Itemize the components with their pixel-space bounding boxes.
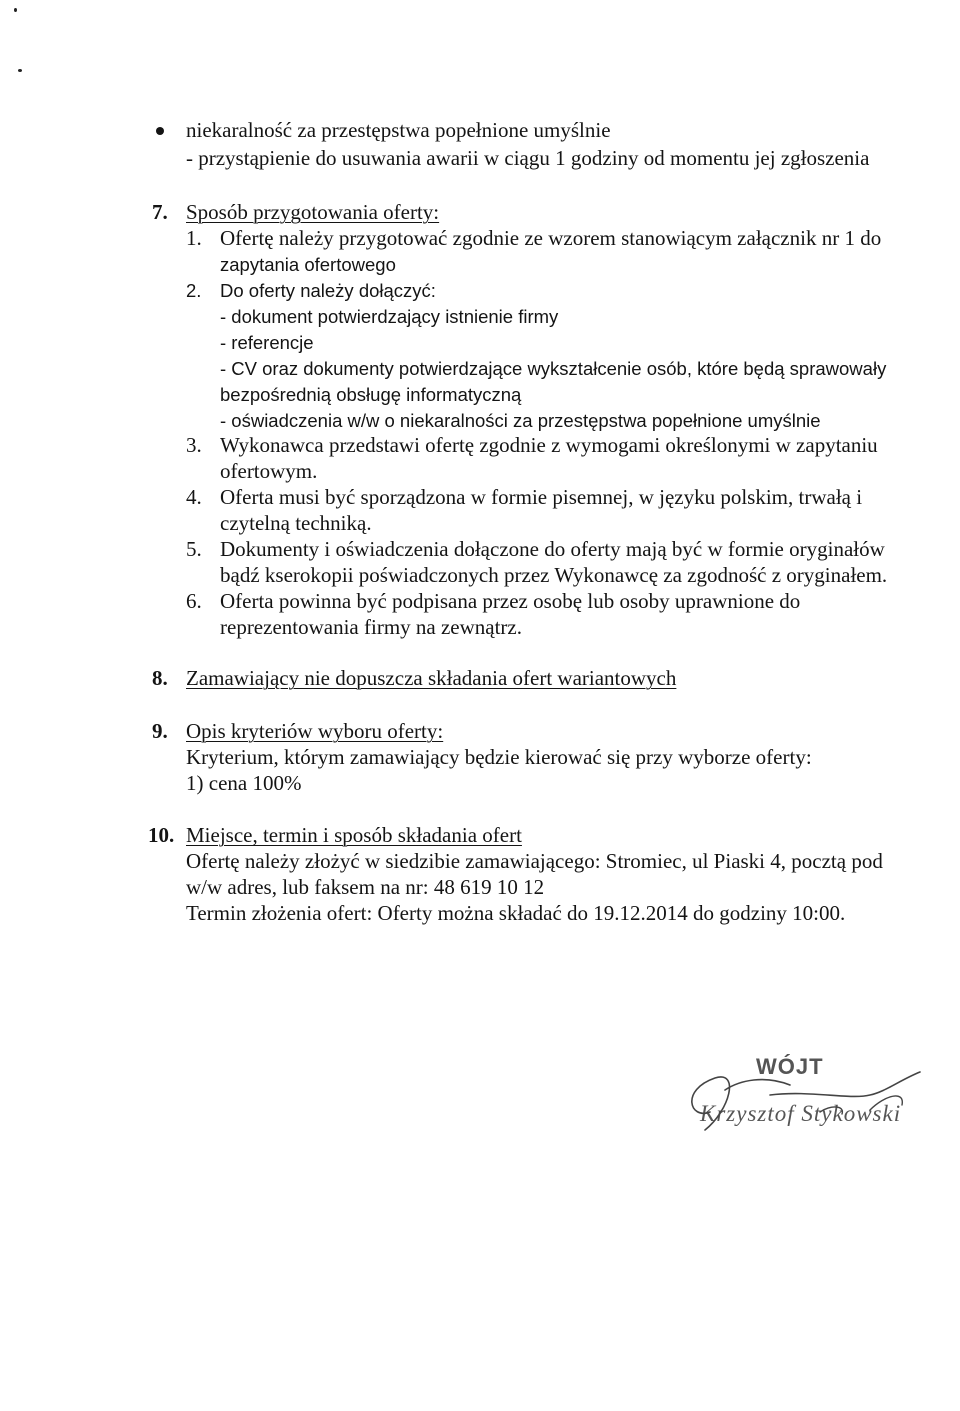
item-2-line-2: - dokument potwierdzający istnienie firmy: [220, 306, 559, 327]
item-2-line-5: bezpośrednią obsługę informatyczną: [220, 384, 522, 405]
section-9-number: 9.: [152, 719, 168, 743]
item-3-line-2: ofertowym.: [220, 459, 318, 483]
item-2-line-1: Do oferty należy dołączyć:: [220, 280, 436, 301]
item-2-line-3: - referencje: [220, 332, 314, 353]
item-number: 2.: [186, 280, 202, 301]
section-9-line-1: Kryterium, którym zamawiający będzie kierować się przy wyborze oferty:: [186, 745, 812, 769]
section-10-line-2: w/w adres, lub faksem na nr: 48 619 10 12: [186, 875, 545, 899]
item-4-line-2: czytelną techniką.: [220, 511, 372, 535]
item-number: 1.: [186, 226, 202, 250]
stamp-title: WÓJT: [756, 1054, 824, 1079]
section-7-number: 7.: [152, 200, 168, 224]
item-6-line-1: Oferta powinna być podpisana przez osobę lub osoby uprawnione do: [220, 589, 801, 613]
item-2-line-6: - oświadczenia w/w o niekaralności za przestępstwa popełnione umyślnie: [220, 410, 821, 431]
handwritten-signature: [670, 1050, 930, 1140]
item-1-line-1: Ofertę należy przygotować zgodnie ze wzorem stanowiącym załącznik nr 1 do: [220, 226, 882, 250]
section-9-line-2: 1) cena 100%: [186, 771, 302, 795]
item-number: 5.: [186, 537, 202, 561]
item-number: 3.: [186, 433, 202, 457]
section-9-title: Opis kryteriów wyboru oferty:: [186, 719, 444, 743]
bullet-marker: [156, 127, 164, 135]
section-10-number: 10.: [148, 823, 175, 847]
item-number: 4.: [186, 485, 202, 509]
item-4-line-1: Oferta musi być sporządzona w formie pisemnej, w języku polskim, trwałą i: [220, 485, 863, 509]
section-8-number: 8.: [152, 666, 168, 690]
scan-speck: [14, 8, 17, 12]
bullet-line-2: - przystąpienie do usuwania awarii w ciągu 1 godziny od momentu jej zgłoszenia: [186, 146, 870, 170]
section-10-title: Miejsce, termin i sposób składania ofert: [186, 823, 522, 847]
item-1-line-2: zapytania ofertowego: [220, 254, 396, 275]
item-2-line-4: - CV oraz dokumenty potwierdzające wykształcenie osób, które będą sprawowały: [220, 358, 887, 379]
section-8-title: Zamawiający nie dopuszcza składania ofert wariantowych: [186, 666, 677, 690]
item-6-line-2: reprezentowania firmy na zewnątrz.: [220, 615, 522, 639]
stamp-signer-name: Krzysztof Stykowski: [700, 1101, 902, 1126]
section-7-title: Sposób przygotowania oferty:: [186, 200, 440, 224]
section-10-line-3: Termin złożenia ofert: Oferty można składać do 19.12.2014 do godziny 10:00.: [186, 901, 846, 925]
bullet-line-1: niekaralność za przestępstwa popełnione umyślnie: [186, 118, 611, 142]
item-3-line-1: Wykonawca przedstawi ofertę zgodnie z wymogami określonymi w zapytaniu: [220, 433, 878, 457]
scan-speck: [18, 69, 22, 72]
item-number: 6.: [186, 589, 202, 613]
item-5-line-1: Dokumenty i oświadczenia dołączone do oferty mają być w formie oryginałów: [220, 537, 885, 561]
section-10-line-1: Ofertę należy złożyć w siedzibie zamawiającego: Stromiec, ul Piaski 4, pocztą pod: [186, 849, 883, 873]
item-5-line-2: bądź kserokopii poświadczonych przez Wykonawcę za zgodność z oryginałem.: [220, 563, 888, 587]
